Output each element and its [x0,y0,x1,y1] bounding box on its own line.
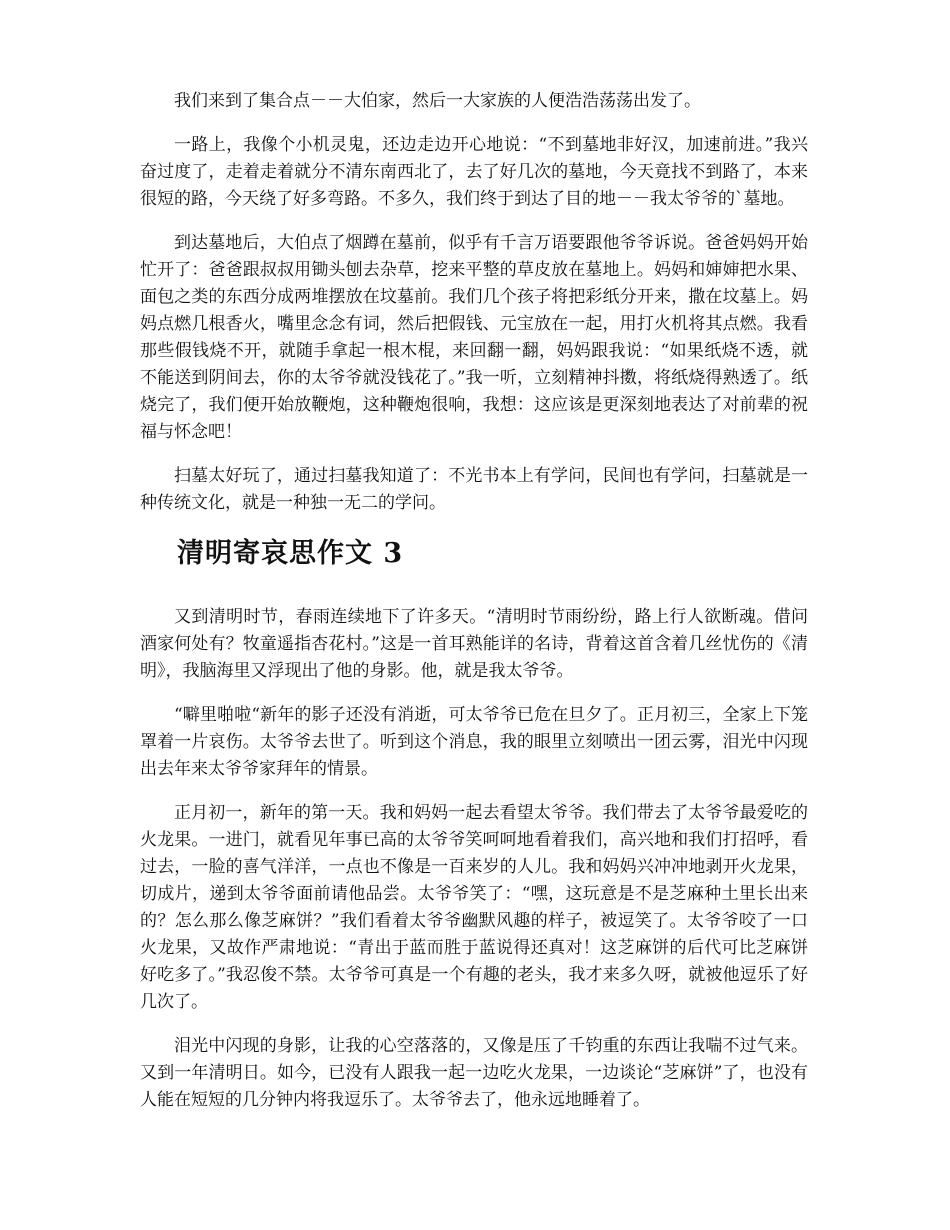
section-heading: 清明寄哀思作文 3 [177,538,404,569]
paragraph: 我们来到了集合点－－大伯家，然后一大家族的人便浩浩荡荡出发了。 [174,91,701,111]
paragraph: 一路上，我像个小机灵鬼，还边走边开心地说：“不到墓地非好汉，加速前进。”我兴奋过度了，走着走着就分不清东南西北了，去了好几次的墓地，今天竟找不到路了，本来很短的路，今天绕了好多弯路。不多久，我们终于到达了目的地－－我太爷爷的`墓地。 [140,135,808,209]
paragraph: “噼里啪啦“新年的影子还没有消逝，可太爷爷已危在旦夕了。正月初三，全家上下笼罩着一片哀伤。太爷爷去世了。听到这个消息，我的眼里立刻喷出一团云雾，泪光中闪现出去年来太爷爷家拜年的情景。 [140,705,808,779]
paragraph: 正月初一，新年的第一天。我和妈妈一起去看望太爷爷。我们带去了太爷爷最爱吃的火龙果。一进门，就看见年事已高的太爷爷笑呵呵地看着我们，高兴地和我们打招呼，看过去，一脸的喜气洋洋，一点也不像是一百来岁的人儿。我和妈妈兴冲冲地剥开火龙果，切成片，递到太爷爷面前请他品尝。太爷爷笑了：“嘿，这玩意是不是芝麻种土里长出来的？怎么那么像芝麻饼？”我们看着太爷爷幽默风趣的样子，被逗笑了。太爷爷咬了一口火龙果，又故作严肃地说：“青出于蓝而胜于蓝说得还真对！这芝麻饼的后代可比芝麻饼好吃多了。”我忍俊不禁。太爷爷可真是一个有趣的老头，我才来多久呀，就被他逗乐了好几次了。 [140,803,808,1012]
paragraph: 扫墓太好玩了，通过扫墓我知道了：不光书本上有学问，民间也有学问，扫墓就是一种传统文化，就是一种独一无二的学问。 [140,466,808,513]
document-page [140,88,808,1131]
paragraph: 又到清明时节，春雨连续地下了许多天。“清明时节雨纷纷，路上行人欲断魂。借问酒家何处有？牧童遥指杏花村。”这是一首耳熟能详的名诗，背着这首含着几丝忧伤的《清明》，我脑海里又浮现出了他的身影。他，就是我太爷爷。 [140,607,808,681]
paragraph: 到达墓地后，大伯点了烟蹲在墓前，似乎有千言万语要跟他爷爷诉说。爸爸妈妈开始忙开了：爸爸跟叔叔用锄头刨去杂草，挖来平整的草皮放在墓地上。妈妈和婶婶把水果、面包之类的东西分成两堆摆放在坟墓前。我们几个孩子将把彩纸分开来，撒在坟墓上。妈妈点燃几根香火，嘴里念念有词，然后把假钱、元宝放在一起，用打火机将其点燃。我看那些假钱烧不开，就随手拿起一根木棍，来回翻一翻，妈妈跟我说：“如果纸烧不透，就不能送到阴间去，你的太爷爷就没钱花了。”我一听，立刻精神抖擞，将纸烧得熟透了。纸烧完了，我们便开始放鞭炮，这种鞭炮很响，我想：这应该是更深刻地表达了对前辈的祝福与怀念吧！ [140,233,808,442]
paragraph: 泪光中闪现的身影，让我的心空落落的，又像是压了千钧重的东西让我喘不过气来。又到一年清明日。如今，已没有人跟我一起一边吃火龙果，一边谈论“芝麻饼”了，也没有人能在短短的几分钟内将我逗乐了。太爷爷去了，他永远地睡着了。 [140,1036,808,1110]
